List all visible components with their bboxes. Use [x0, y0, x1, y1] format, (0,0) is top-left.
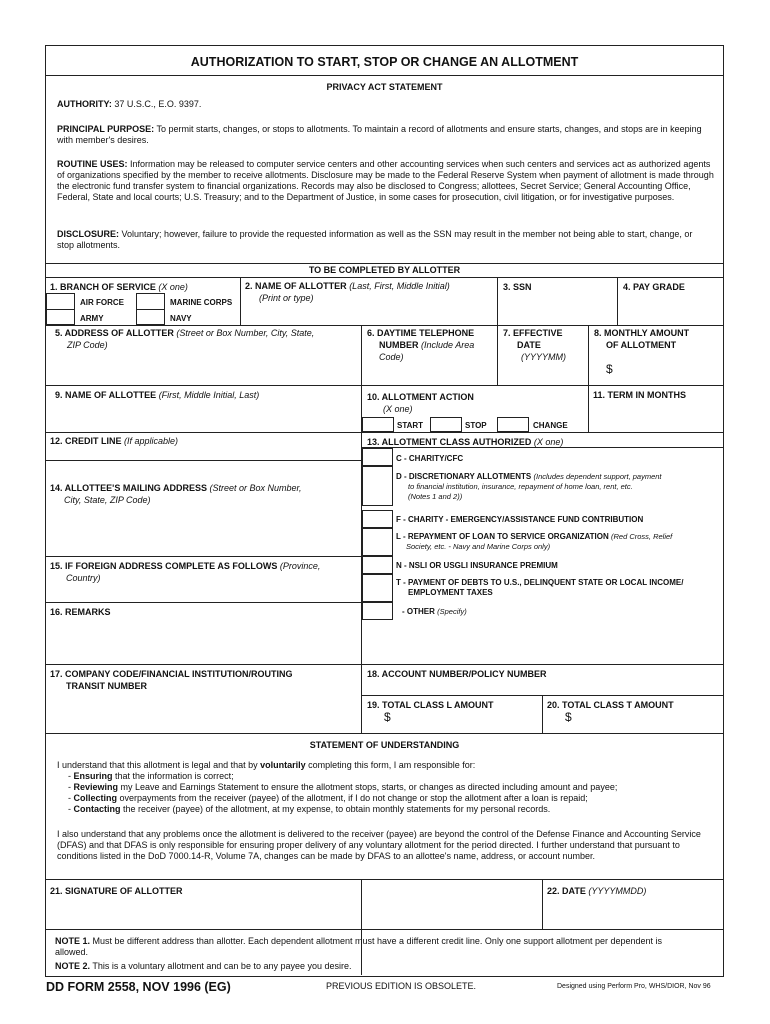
authority-text	[57, 99, 707, 110]
field-2-label[interactable]: 2. NAME OF ALLOTTER (Last, First, Middle Initial) (Print or type)	[245, 281, 450, 303]
branch-air-force-checkbox[interactable]	[46, 293, 75, 310]
note-2: NOTE 2. This is a voluntary allotment and can be to any payee you desire.	[55, 961, 352, 971]
statement-intro: I understand that this allotment is legal and that by voluntarily completing this form, I am responsible for:	[57, 760, 476, 770]
field-19-dollar-sign: $	[384, 710, 391, 724]
field-13-label: 13. ALLOTMENT CLASS AUTHORIZED (X one)	[367, 437, 564, 447]
field-17-label[interactable]: 17. COMPANY CODE/FINANCIAL INSTITUTION/ROUTING TRANSIT NUMBER	[50, 669, 293, 691]
section-heading: TO BE COMPLETED BY ALLOTTER	[308, 265, 461, 275]
field-18-label[interactable]: 18. ACCOUNT NUMBER/POLICY NUMBER	[367, 669, 547, 679]
class-other-label[interactable]: - OTHER (Specify)	[402, 607, 467, 616]
disclosure-text	[57, 229, 707, 251]
field-20-dollar-sign: $	[565, 710, 572, 724]
action-change-label: CHANGE	[533, 421, 568, 430]
action-stop-label: STOP	[465, 421, 487, 430]
field-22-label[interactable]: 22. DATE (YYYYMMDD)	[547, 886, 647, 896]
branch-army-label: ARMY	[80, 314, 104, 323]
class-t-checkbox[interactable]	[362, 574, 393, 602]
field-10-label: 10. ALLOTMENT ACTION (X one)	[367, 392, 474, 414]
designed-by: Designed using Perform Pro, WHS/DIOR, Nov 96	[557, 983, 711, 990]
statement-item: - Collecting overpayments from the receiver (payee) of the allotment, if I do not change or stop the allotment after a loan is repaid;	[68, 793, 588, 803]
branch-navy-label: NAVY	[170, 314, 192, 323]
class-d-label: D - DISCRETIONARY ALLOTMENTS (Includes dependent support, payment to financial institution, insurance, repayment of home loan, rent, etc. (Notes 1 and 2))	[396, 472, 662, 501]
branch-navy-checkbox[interactable]	[136, 309, 165, 325]
field-19-label[interactable]: 19. TOTAL CLASS L AMOUNT	[367, 700, 494, 710]
class-f-label: F - CHARITY - EMERGENCY/ASSISTANCE FUND CONTRIBUTION	[396, 515, 644, 524]
class-l-label: L - REPAYMENT OF LOAN TO SERVICE ORGANIZATION (Red Cross, Relief Society, etc. - Navy and Marine Corps only)	[396, 532, 673, 551]
field-7-label[interactable]: 7. EFFECTIVE DATE (YYYYMM)	[503, 328, 566, 362]
action-start-label: START	[397, 421, 424, 430]
action-change-checkbox[interactable]	[497, 417, 529, 432]
privacy-heading: PRIVACY ACT STATEMENT	[326, 82, 443, 92]
field-11-term[interactable]: 11. TERM IN MONTHS	[593, 390, 687, 400]
statement-item: - Contacting the receiver (payee) of the allotment, at my expense, to obtain monthly statements for my personal records.	[68, 804, 551, 814]
field-6-label[interactable]: 6. DAYTIME TELEPHONE NUMBER (Include Area Code)	[367, 328, 475, 362]
authority-value: 37 U.S.C., E.O. 9397.	[114, 99, 202, 109]
statement-para2: I also understand that any problems once the allotment is delivered to the receiver (payee) are beyond the control of the Defense Finance and Accounting Service (DFAS) and that DFAS is only responsible for ensuring proper delivery of any voluntary allotment for the period directed. I further understand that pursuant to conditions listed in the DoD 7000.14-R, Volume 7A, changes can be made by DFAS to an allottee's name, address, or account number.	[57, 829, 701, 861]
class-d-checkbox[interactable]	[362, 466, 393, 506]
statement-heading: STATEMENT OF UNDERSTANDING	[309, 740, 460, 750]
form-title: AUTHORIZATION TO START, STOP OR CHANGE AN ALLOTMENT	[190, 55, 579, 69]
field-8-dollar-sign: $	[606, 362, 613, 376]
statement-item: - Reviewing my Leave and Earnings Statement to ensure the allotment stops, starts, or changes as directed including amount and payee;	[68, 782, 618, 792]
class-c-label: C - CHARITY/CFC	[396, 454, 464, 463]
class-c-checkbox[interactable]	[362, 448, 393, 466]
field-3-ssn[interactable]: 3. SSN	[503, 282, 532, 292]
branch-army-checkbox[interactable]	[46, 309, 75, 325]
statement-item: - Ensuring that the information is correct;	[68, 771, 234, 781]
branch-air-force-label: AIR FORCE	[80, 298, 124, 307]
field-12-label[interactable]: 12. CREDIT LINE (If applicable)	[50, 436, 179, 446]
form-id: DD FORM 2558, NOV 1996 (EG)	[46, 980, 231, 994]
authority-label: AUTHORITY:	[57, 99, 112, 109]
field-8-label[interactable]: 8. MONTHLY AMOUNT OF ALLOTMENT	[594, 328, 690, 350]
routine-text	[57, 159, 715, 203]
class-f-checkbox[interactable]	[362, 510, 393, 528]
field-5-label[interactable]: 5. ADDRESS OF ALLOTTER (Street or Box Number, City, State, ZIP Code)	[55, 328, 315, 350]
field-4-pay-grade[interactable]: 4. PAY GRADE	[623, 282, 685, 292]
note-1: NOTE 1. Must be different address than allotter. Each dependent allotment must have a different credit line. Only one support allotment per dependent is allowed.	[55, 936, 663, 957]
routine-label: ROUTINE USES:	[57, 159, 128, 169]
purpose-text	[57, 124, 707, 146]
field-21-signature[interactable]: 21. SIGNATURE OF ALLOTTER	[50, 886, 183, 896]
branch-marine-corps-label: MARINE CORPS	[170, 298, 233, 307]
field-16-remarks[interactable]: 16. REMARKS	[50, 607, 111, 617]
disclosure-label: DISCLOSURE:	[57, 229, 120, 239]
statement-list	[68, 771, 718, 815]
obsolete-notice: PREVIOUS EDITION IS OBSOLETE.	[326, 981, 477, 991]
branch-marine-corps-checkbox[interactable]	[136, 293, 165, 310]
action-stop-checkbox[interactable]	[430, 417, 462, 432]
field-14-label[interactable]: 14. ALLOTTEE'S MAILING ADDRESS (Street or Box Number, City, State, ZIP Code)	[50, 483, 302, 505]
disclosure-value: Voluntary; however, failure to provide the requested information as well as the SSN may result in the member not being able to start, change, or stop allotments.	[57, 229, 693, 250]
class-n-checkbox[interactable]	[362, 556, 393, 574]
purpose-value: To permit starts, changes, or stops to allotments. To maintain a record of allotments and ensure starts, changes, and stops are in keeping with member's desires.	[57, 124, 702, 145]
class-t-label: T - PAYMENT OF DEBTS TO U.S., DELINQUENT STATE OR LOCAL INCOME/ EMPLOYMENT TAXES	[396, 578, 684, 597]
class-l-checkbox[interactable]	[362, 528, 393, 556]
field-20-label[interactable]: 20. TOTAL CLASS T AMOUNT	[547, 700, 674, 710]
class-n-label: N - NSLI OR USGLI INSURANCE PREMIUM	[396, 561, 558, 570]
purpose-label: PRINCIPAL PURPOSE:	[57, 124, 155, 134]
action-start-checkbox[interactable]	[362, 417, 394, 432]
routine-value: Information may be released to computer service centers and other accounting services when such centers and services act as authorized agents of organizations specified by the member to receive allotments. Disclosure may be made to the Federal Reserve System when payment of allotment is made through the electronic fund transfer system to financial organizations. Records may also be disclosed to Congress; allottees, Secret Service; General Accounting Office, Federal, State and local courts; U.S. Treasury; and to the Department of Justice, in some cases for prosecution, civil litigation, or for investigative purposes.	[57, 159, 714, 202]
field-1-label: 1. BRANCH OF SERVICE (X one)	[50, 282, 188, 292]
field-9-label[interactable]: 9. NAME OF ALLOTTEE (First, Middle Initial, Last)	[55, 390, 260, 400]
field-15-label[interactable]: 15. IF FOREIGN ADDRESS COMPLETE AS FOLLOWS (Province, Country)	[50, 561, 321, 583]
class-other-checkbox[interactable]	[362, 602, 393, 620]
